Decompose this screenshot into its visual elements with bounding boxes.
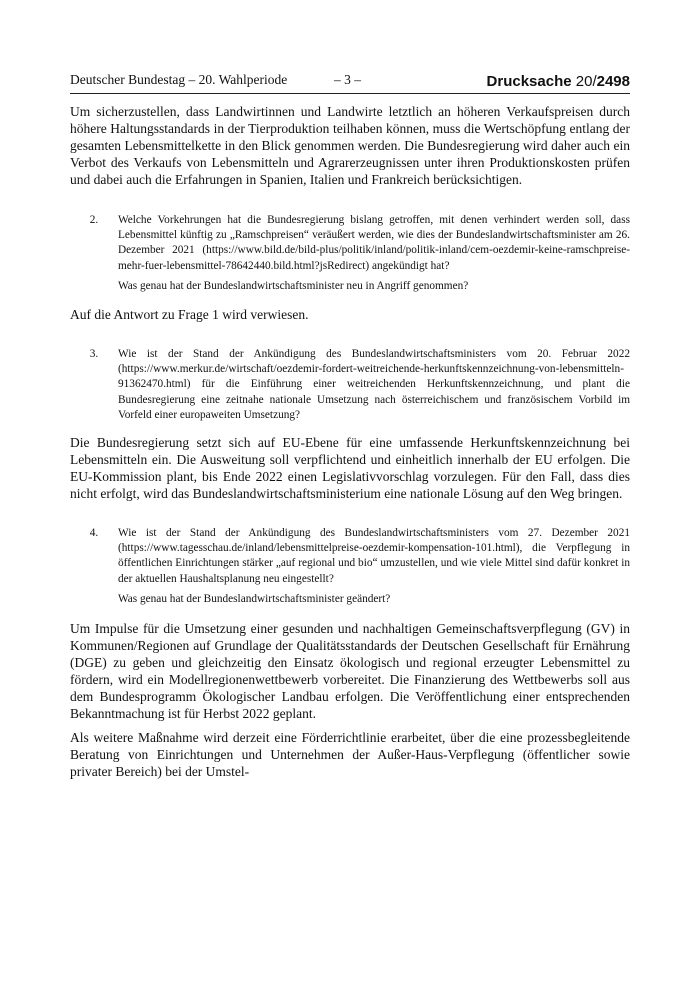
question-4 bbox=[89, 526, 630, 607]
question-4-number: 4. bbox=[89, 527, 99, 540]
question-2-text: Welche Vorkehrungen hat die Bundesregierung bislang getroffen, mit denen verhindert werden soll, dass Lebensmittel künftig zu „Ramschpreisen“ veräußert werden, wie dies der Bundeslandwirtschaftsminister am 26. Dezember 2021 (https://www.bild.de/bild-plus/politik/inland/politik-inland/cem-oezdemir-keine-ramschpreise-mehr-fuer-lebensmittel-78642440.bild.html?jsRedirect) angekündigt hat? bbox=[118, 214, 630, 272]
question-2-number: 2. bbox=[89, 214, 99, 226]
page-header bbox=[70, 71, 630, 94]
answer-4-paragraph-1: Um Impulse für die Umsetzung einer gesunden und nachhaltigen Gemeinschaftsverpflegung (GV) in Kommunen/Regionen auf Grundlage der Qualitätsstandards der Deutschen Gesellschaft für Ernährung (DGE) zu geben und gleichzeitig den Einsatz ökologisch und regional erzeugter Lebensmittel zu fördern, wird ein Modellregionenwettbewerb vorbereitet. Die Finanzierung des Wettbewerbs soll aus dem Bundesprogramm Ökologischer Landbau erfolgen. Die Veröffentlichung einer entsprechenden Bekanntmachung ist für Herbst 2022 geplant. bbox=[70, 621, 630, 722]
document-number bbox=[487, 73, 630, 90]
question-4-subquestion: Was genau hat der Bundeslandwirtschaftsminister geändert? bbox=[118, 592, 391, 605]
document-number-serial: 2498 bbox=[596, 73, 630, 90]
question-4-text: Wie ist der Stand der Ankündigung des Bundeslandwirtschaftsministers vom 27. Dezember 2021 (https://www.tagesschau.de/inland/lebensmittelpreise-oezdemir-kompensation-101.html), die Verpflegung in öffentlichen Einrichtungen stärker „auf regional und bio“ umzustellen, und wie viele Mittel sind dafür konkret in der aktuellen Haushaltsplanung neu eingestellt? bbox=[118, 527, 630, 585]
document-label: Drucksache bbox=[486, 73, 572, 90]
answer-1-continuation: Um sicherzustellen, dass Landwirtinnen und Landwirte letztlich an höheren Verkaufspreisen durch höhere Haltungsstandards in der Tierproduktion teilhaben können, muss die Wertschöpfung entlang der gesamten Lebensmittelkette in den Blick genommen werden. Die Bundesregierung wird daher auch ein Verbot des Verkaufs von Lebensmitteln und Agrarerzeugnissen unter ihren Produktionskosten prüfen und dabei auch die Erfahrungen in Spanien, Italien und Frankreich berücksichtigen. bbox=[70, 104, 630, 187]
question-2 bbox=[89, 213, 630, 294]
question-3-number: 3. bbox=[89, 348, 99, 361]
question-2-subquestion: Was genau hat der Bundeslandwirtschaftsminister neu in Angriff genommen? bbox=[118, 279, 469, 292]
page-content bbox=[70, 103, 630, 780]
question-3 bbox=[89, 347, 630, 423]
page-number: – 3 – bbox=[334, 72, 361, 87]
header-parliament: Deutscher Bundestag – 20. Wahlperiode bbox=[70, 72, 288, 87]
answer-2: Auf die Antwort zu Frage 1 wird verwiesen. bbox=[70, 307, 309, 323]
answer-4-paragraph-2: Als weitere Maßnahme wird derzeit eine Förderrichtlinie erarbeitet, über die eine prozessbegleitende Beratung von Einrichtungen und Unternehmen der Außer-Haus-Verpflegung (öffentlicher sowie privater Bereich) bei der Umstel- bbox=[70, 730, 630, 780]
answer-3: Die Bundesregierung setzt sich auf EU-Ebene für eine umfassende Herkunftskennzeichnung bei Lebensmitteln ein. Die Ausweitung soll verpflichtend und einheitlich innerhalb der EU erfolgen. Die EU-Kommission plant, bis Ende 2022 einen Legislativvorschlag vorzulegen. Für den Fall, dass dies nicht erfolgt, wird das Bundeslandwirtschaftsministerium eine nationale Lösung auf den Weg bringen. bbox=[70, 435, 630, 502]
document-number-period: 20/ bbox=[575, 73, 597, 90]
question-3-text: Wie ist der Stand der Ankündigung des Bundeslandwirtschaftsministers vom 20. Februar 2022 (https://www.merkur.de/wirtschaft/oezdemir-fordert-weitreichende-herkunftskennzeichnung-von-lebensmitteln-91362470.html) für die Einführung einer weitreichenden Herkunftskennzeichnung, und plant die Bundesregierung eine zeitnahe nationale Umsetzung nach österreichischem und französischem Vorbild im Vorfeld einer europaweiten Umsetzung? bbox=[118, 348, 630, 421]
